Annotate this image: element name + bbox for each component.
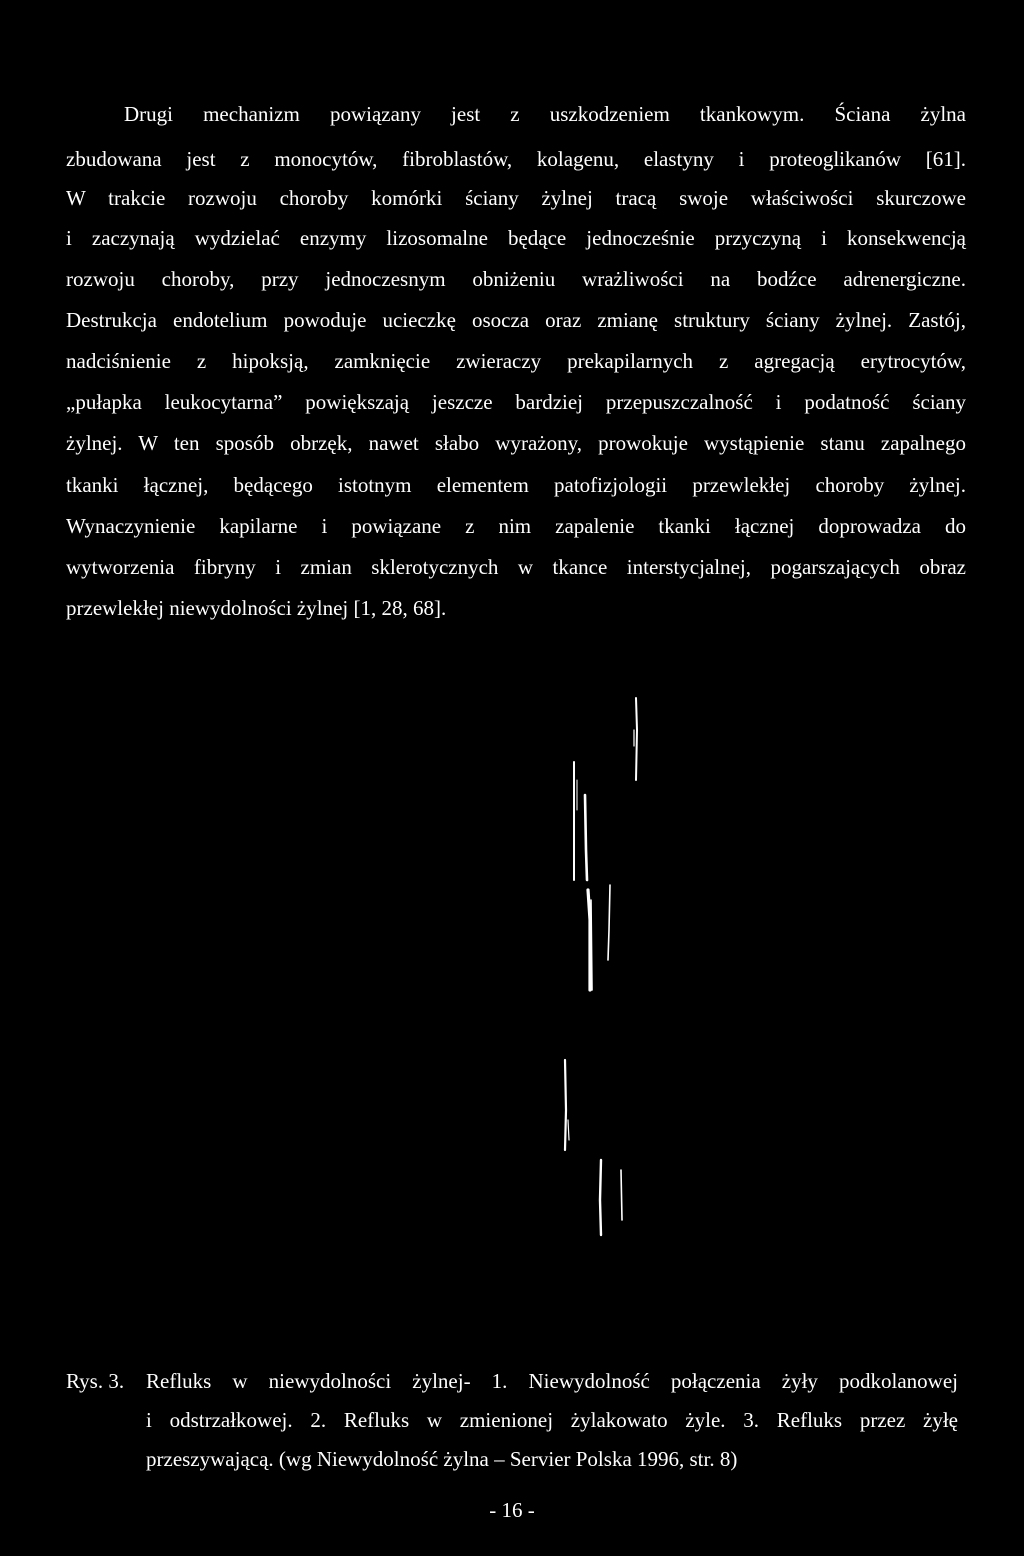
caption-line: Refluks w niewydolności żylnej- 1. Niewydolność połączenia żyły podkolanowej: [146, 1369, 958, 1393]
paragraph-line: nadciśnienie z hipoksją, zamknięcie zwieraczy prekapilarnych z agregacją erytrocytów,: [66, 349, 966, 373]
paragraph-line: wytworzenia fibryny i zmian sklerotycznych w tkance interstycjalnej, pogarszających obraz: [66, 555, 966, 579]
paragraph-line: żylnej. W ten sposób obrzęk, nawet słabo wyrażony, prowokuje wystąpienie stanu zapalnego: [66, 431, 966, 455]
caption-label: Rys. 3.: [66, 1369, 125, 1393]
paragraph-line: „pułapka leukocytarna” powiększają jeszcze bardziej przepuszczalność i podatność ściany: [66, 390, 966, 414]
paragraph-line: przewlekłej niewydolności żylnej [1, 28, 68].: [66, 596, 447, 620]
paragraph-line: Wynaczynienie kapilarne i powiązane z nim zapalenie tkanki łącznej doprowadza do: [66, 514, 966, 538]
paragraph-line: tkanki łącznej, będącego istotnym elementem patofizjologii przewlekłej choroby żylnej.: [66, 473, 966, 497]
paragraph-line: i zaczynają wydzielać enzymy lizosomalne będące jednocześnie przyczyną i konsekwencją: [66, 226, 966, 250]
vein-figure: [540, 690, 680, 1250]
vein-figure-icon: [540, 690, 680, 1250]
paragraph-line: rozwoju choroby, przy jednoczesnym obniżeniu wrażliwości na bodźce adrenergiczne.: [66, 267, 966, 291]
paragraph-line: zbudowana jest z monocytów, fibroblastów, kolagenu, elastyny i proteoglikanów [61].: [66, 147, 966, 171]
caption-line: przeszywającą. (wg Niewydolność żylna – Servier Polska 1996, str. 8): [146, 1447, 738, 1471]
paragraph-line: Destrukcja endotelium powoduje ucieczkę osocza oraz zmianę struktury ściany żylnej. Zastój,: [66, 308, 966, 332]
paragraph-line: Drugi mechanizm powiązany jest z uszkodzeniem tkankowym. Ściana żylna: [124, 102, 966, 126]
page-number: - 16 -: [489, 1498, 535, 1522]
paragraph-line: W trakcie rozwoju choroby komórki ściany żylnej tracą swoje właściwości skurczowe: [66, 186, 966, 210]
caption-line: i odstrzałkowej. 2. Refluks w zmienionej żylakowato żyle. 3. Refluks przez żyłę: [146, 1408, 958, 1432]
